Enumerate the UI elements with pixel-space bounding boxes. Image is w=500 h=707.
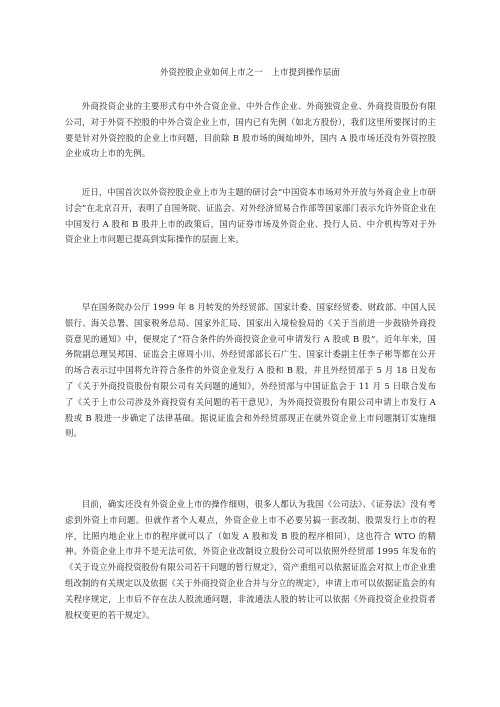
paragraph-3: 早在国务院办公厅 1999 年 8 月转发的外经贸部、国家计委、国家经贸委、财政部、中国人民银行、海关总署、国家税务总局、国家外汇局、国家出入境检验局的《关于当前进一步鼓励外商投资意见的通知》中，便规定了“符合条件的外商投资企业可申请发行 A 股或 B 股”。近年年来，国务院副总理吴邦国、证监会主席周小川、外经贸部部长石广生、国家计委副主任李子彬等都在公开的场合表示过中国将允许符合条件的外资企业发行 A 股和 B 股，并且外经贸部于 5 月 18 日发布了《关于外商投资股份有限公司有关问题的通知》，外经贸部与中国证监会于 11 月 5 日联合发布了《关于上市公司涉及外商投资有关问题的若干意见》，为外商投资股份有限公司申请上市发行 A 股或 B 股进一步确定了法律基础。据说证监会和外经贸部现正在就外资企业上市问题制订实施细则。 [65, 302, 436, 439]
paragraph-2: 近日，中国首次以外资控股企业上市为主题的研讨会“中国资本市场对外开放与外商企业上市研讨会”在北京召开，表明了自国务院、证监会、对外经济贸易合作部等国家部门表示允许外资企业在中国发行 A 股和 B 股并上市的政策后，国内证券市场及外资企业、投行人员、中介机构等对于外资企业上市问题已提高到实际操作的层面上来。 [65, 187, 437, 245]
document-title: 外资控股企业如何上市之一 上市提到操作层面 [159, 67, 341, 77]
paragraph-4: 目前，确实还没有外资企业上市的操作细则，很多人都认为我国《公司法》、《证券法》没有考虑到外资上市问题。但就作者个人观点，外资企业上市不必要另搞一套改制、股票发行上市的程序，比照内地企业上市的程序就可以了（如发 A 股和发 B 股的程序相同），这也符合 WTO 的精神。外资企业上市并不是无法可依，外资企业改制设立股份公司可以依照外经贸部 1995 年发布的《关于设立外商投资股份有限公司若干问题的暂行规定》，资产重组可以依据证监会对拟上市企业重组改制的有关规定以及依据《关于外商投资企业合并与分立的规定》，申请上市可以依据证监会的有关程序规定，上市后不存在法人股流通问题，非流通法人股的转让可以依据《外商投资企业投资者股权变更的若干规定》。 [65, 499, 436, 620]
paragraph-1: 外商投资企业的主要形式有中外合资企业、中外合作企业、外商独资企业、外商投资股份有限公司，对于外资不控股的中外合资企业上市，国内已有先例（如北方股份），我们这里所要探讨的主要是针对外资控股的企业上市问题，目前除 B 股市场的闽灿坤外，国内 A 股市场还没有外资控股企业成功上市的先例。 [65, 101, 436, 159]
